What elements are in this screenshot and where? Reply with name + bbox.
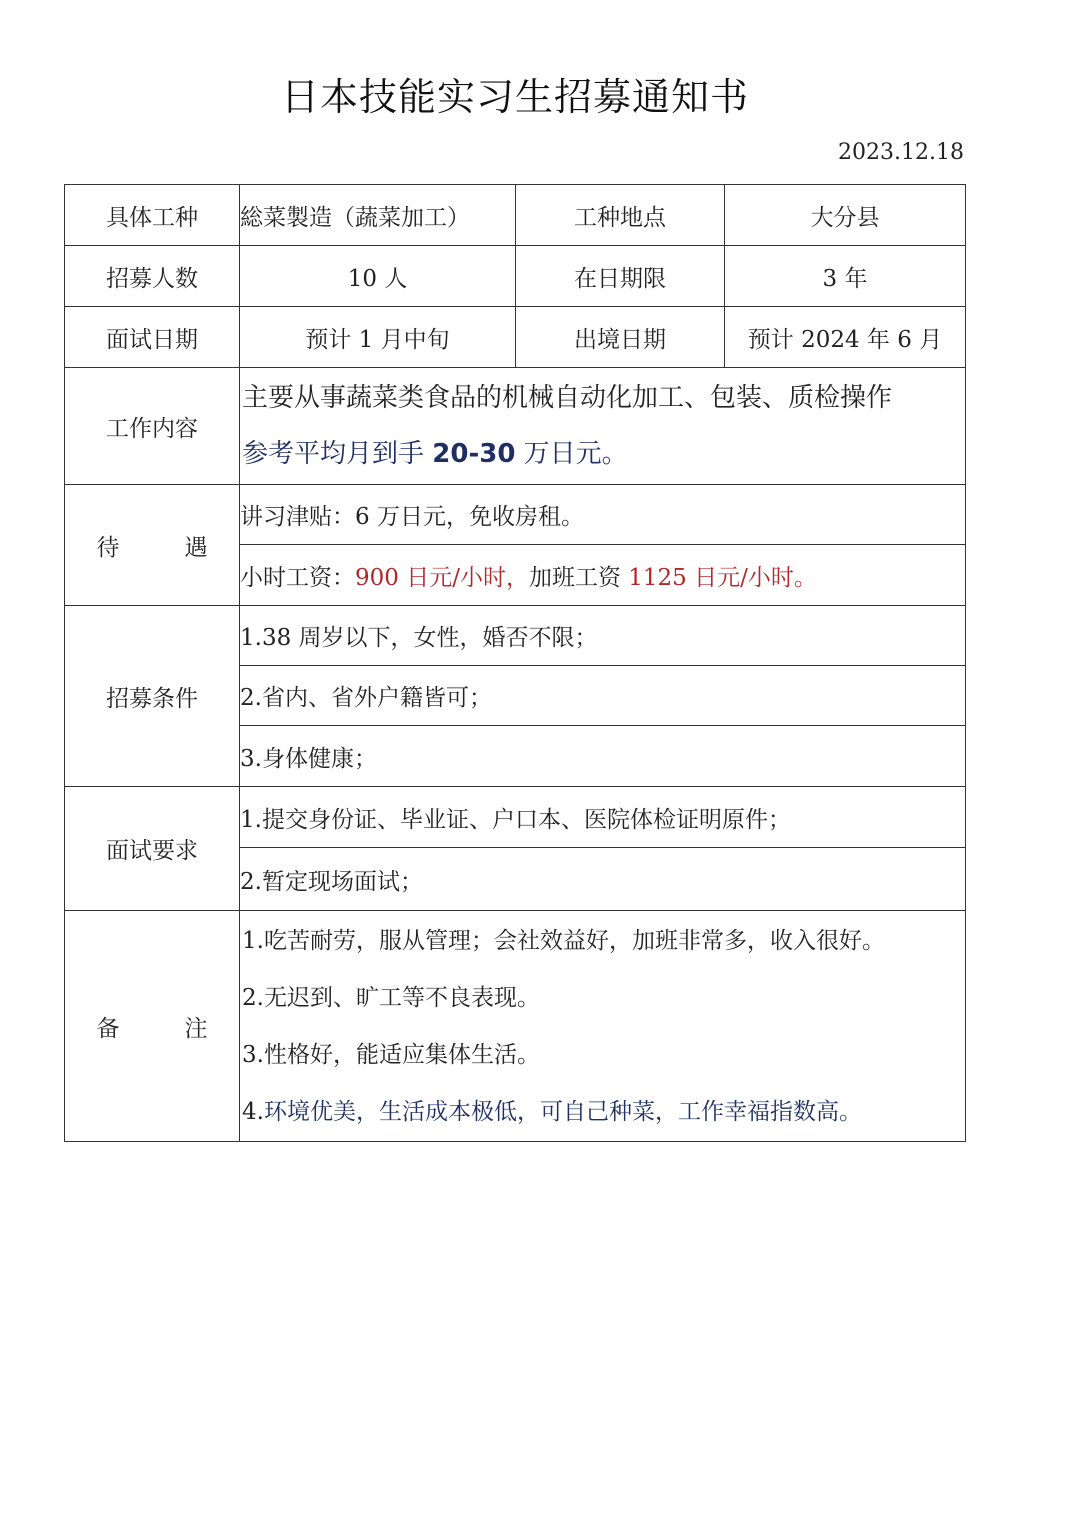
salary-suffix: 万日元。: [515, 439, 628, 469]
interview-requirement-item: 2.暂定现场面试；: [240, 848, 966, 911]
treatment-label: [65, 485, 240, 606]
remark-item: 1.吃苦耐劳，服从管理；会社效益好，加班非常多，收入很好。: [242, 928, 885, 954]
remark-item: [240, 1084, 965, 1141]
requirement-item: 3.身体健康；: [240, 726, 966, 787]
remark-item4-text: 环境优美，生活成本极低，可自己种菜，工作幸福指数高。: [263, 1099, 862, 1125]
table-row: [65, 185, 966, 246]
departure-date-value: 预计 2024 年 6 月: [725, 307, 966, 368]
remarks-label-b: 注: [184, 1015, 208, 1042]
overtime-prefix: 加班工资: [528, 564, 629, 591]
page-title: 日本技能实习生招募通知书: [280, 75, 749, 119]
location-value: 大分县: [725, 185, 966, 246]
recruit-count-label: 招募人数: [65, 246, 240, 307]
wage-cell: [240, 545, 966, 606]
interview-date-value: 预计 1 月中旬: [240, 307, 516, 368]
table-row: [65, 606, 966, 666]
overtime-rate: 1125 日元/小时。: [628, 564, 817, 591]
work-content-line1: 主要从事蔬菜类食品的机械自动化加工、包装、质检操作: [242, 383, 893, 413]
requirements-label: 招募条件: [65, 606, 240, 787]
remarks-label: [65, 911, 240, 1142]
issue-date: 2023.12.18: [838, 140, 964, 165]
table-row: [65, 246, 966, 307]
recruit-count-value: 10 人: [240, 246, 516, 307]
table-row: [65, 368, 966, 485]
treatment-label-text: [97, 535, 208, 561]
stay-period-label: 在日期限: [516, 246, 725, 307]
allowance-text: 讲习津贴：6 万日元，免收房租。: [240, 485, 966, 545]
wage-prefix: 小时工资：: [240, 564, 355, 591]
remark-item4-num: 4.: [242, 1099, 264, 1125]
interview-date-label: 面试日期: [65, 307, 240, 368]
work-content-label: 工作内容: [65, 368, 240, 485]
salary-prefix: 参考平均月到手: [242, 439, 433, 469]
treatment-label-a: 待: [96, 534, 120, 561]
table-row: [65, 911, 966, 1142]
location-label: 工种地点: [516, 185, 725, 246]
salary-amount: 20-30: [432, 439, 516, 469]
stay-period-value: 3 年: [725, 246, 966, 307]
remark-item: 3.性格好，能适应集体生活。: [242, 1042, 540, 1068]
job-type-label: 具体工种: [65, 185, 240, 246]
interview-requirements-label: 面试要求: [65, 787, 240, 911]
treatment-label-b: 遇: [184, 534, 208, 561]
work-content-line2: [240, 426, 965, 482]
remarks-label-text: [97, 1016, 208, 1042]
table-row: [65, 787, 966, 848]
remarks-cell: [240, 911, 966, 1142]
requirement-item: 1.38 周岁以下，女性，婚否不限；: [240, 606, 966, 666]
remarks-label-a: 备: [96, 1015, 120, 1042]
interview-requirement-item: 1.提交身份证、毕业证、户口本、医院体检证明原件；: [240, 787, 966, 848]
table-row: [65, 307, 966, 368]
requirement-item: 2.省内、省外户籍皆可；: [240, 666, 966, 726]
table-row: [65, 485, 966, 545]
job-type-value: 総菜製造（蔬菜加工）: [240, 185, 516, 246]
wage-rate: 900 日元/小时，: [355, 564, 529, 591]
departure-date-label: 出境日期: [516, 307, 725, 368]
remark-item: 2.无迟到、旷工等不良表现。: [242, 985, 540, 1011]
work-content-cell: [240, 368, 966, 485]
recruitment-table: [64, 184, 966, 1142]
